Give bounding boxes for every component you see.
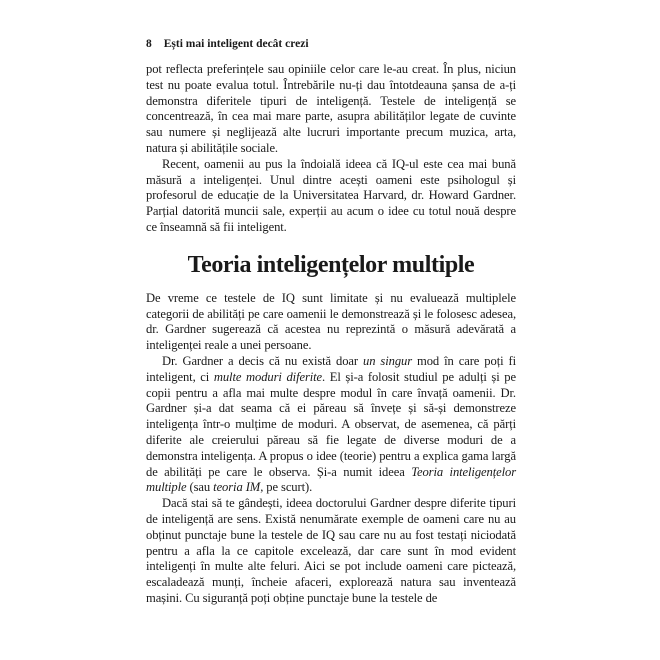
section-paragraph-2 (146, 354, 516, 496)
text-run: mod în care poți fi inteligent, ci (146, 353, 516, 384)
section-heading: Teoria inteligențelor multiple (187, 251, 475, 278)
intro-paragraph-1: pot reflecta preferințele sau opiniile celor care le-au creat. În plus, niciun test nu poate evalua totul. Întrebările nu-ți dau întotdeauna șansa de a-ți demonstra diferitele tipuri de inteligență. Testele de inteligență se concentrează, în cea mai mare parte, asupra abilităților legate de cuvinte sau numere și neglijează alte lucruri importante precum muzica, arta, natura și abilitățile sociale. (146, 62, 516, 155)
section-paragraph-3: Dacă stai să te gândești, ideea doctorului Gardner despre diferite tipuri de inteligență are sens. Există nenumărate exemple de oameni care nu au obținut punctaje bune la testele de IQ sau care nu au fost testați niciodată pentru a afla la ce capitole excelează, dar care sunt în mod evident inteligenți în multe alte feluri. Aici se pot include oameni care pictează, escaladează munți, încheie afaceri, explorează natura sau inventează mașini. Cu siguranță poți obține punctaje bune la testele de (146, 496, 516, 605)
text-run: (sau (186, 480, 214, 495)
text-run: . El și-a folosit studiul pe adulți și pe copii pentru a afla mai multe despre modul în care învață oamenii. Dr. Gardner și-a dat seama că ei păreau să învețe și să-și demonstreze inteligența într-o mulțime de moduri. A observat, de asemenea, că părți diferite ale creierului păreau să fie legate de diverse moduri de a demonstra inteligența. A propus o idee (teorie) pentru a explica gama largă de abilități pe care le observa. Și-a numit ideea (146, 369, 516, 479)
intro-paragraph-2: Recent, oamenii au pus la îndoială ideea că IQ-ul este cea mai bună măsură a inteligenței. Unul dintre acești oameni este psihologul și profesorul de educație de la Universitatea Harvard, dr. Howard Gardner. Parțial datorită muncii sale, experții au acum o idee cu totul nouă despre ce înseamnă să fii inteligent. (146, 156, 516, 234)
text-run: , pe scurt). (260, 480, 313, 495)
page-number: 8 (146, 38, 152, 50)
text-run: Dr. Gardner a decis că nu există doar (162, 353, 364, 368)
section-paragraph-1: De vreme ce testele de IQ sunt limitate și nu evaluează multiplele categorii de abilități pe care oamenii le demonstrează și le folosesc adesea, dr. Gardner sugerează că acestea nu reprezintă o măsură adevărată a inteligenței reale a unei persoane. (146, 290, 516, 353)
book-page (146, 38, 516, 607)
book-title: Ești mai inteligent decât crezi (163, 38, 309, 50)
emphasis-theory-name: Teoria inteligențelor multiple (146, 464, 516, 495)
emphasis-theory-abbrev: teoria IM (213, 480, 261, 495)
emphasis-multe-moduri: multe moduri diferite (213, 369, 323, 384)
running-head (146, 38, 516, 50)
emphasis-un-singur: un singur (363, 353, 413, 368)
